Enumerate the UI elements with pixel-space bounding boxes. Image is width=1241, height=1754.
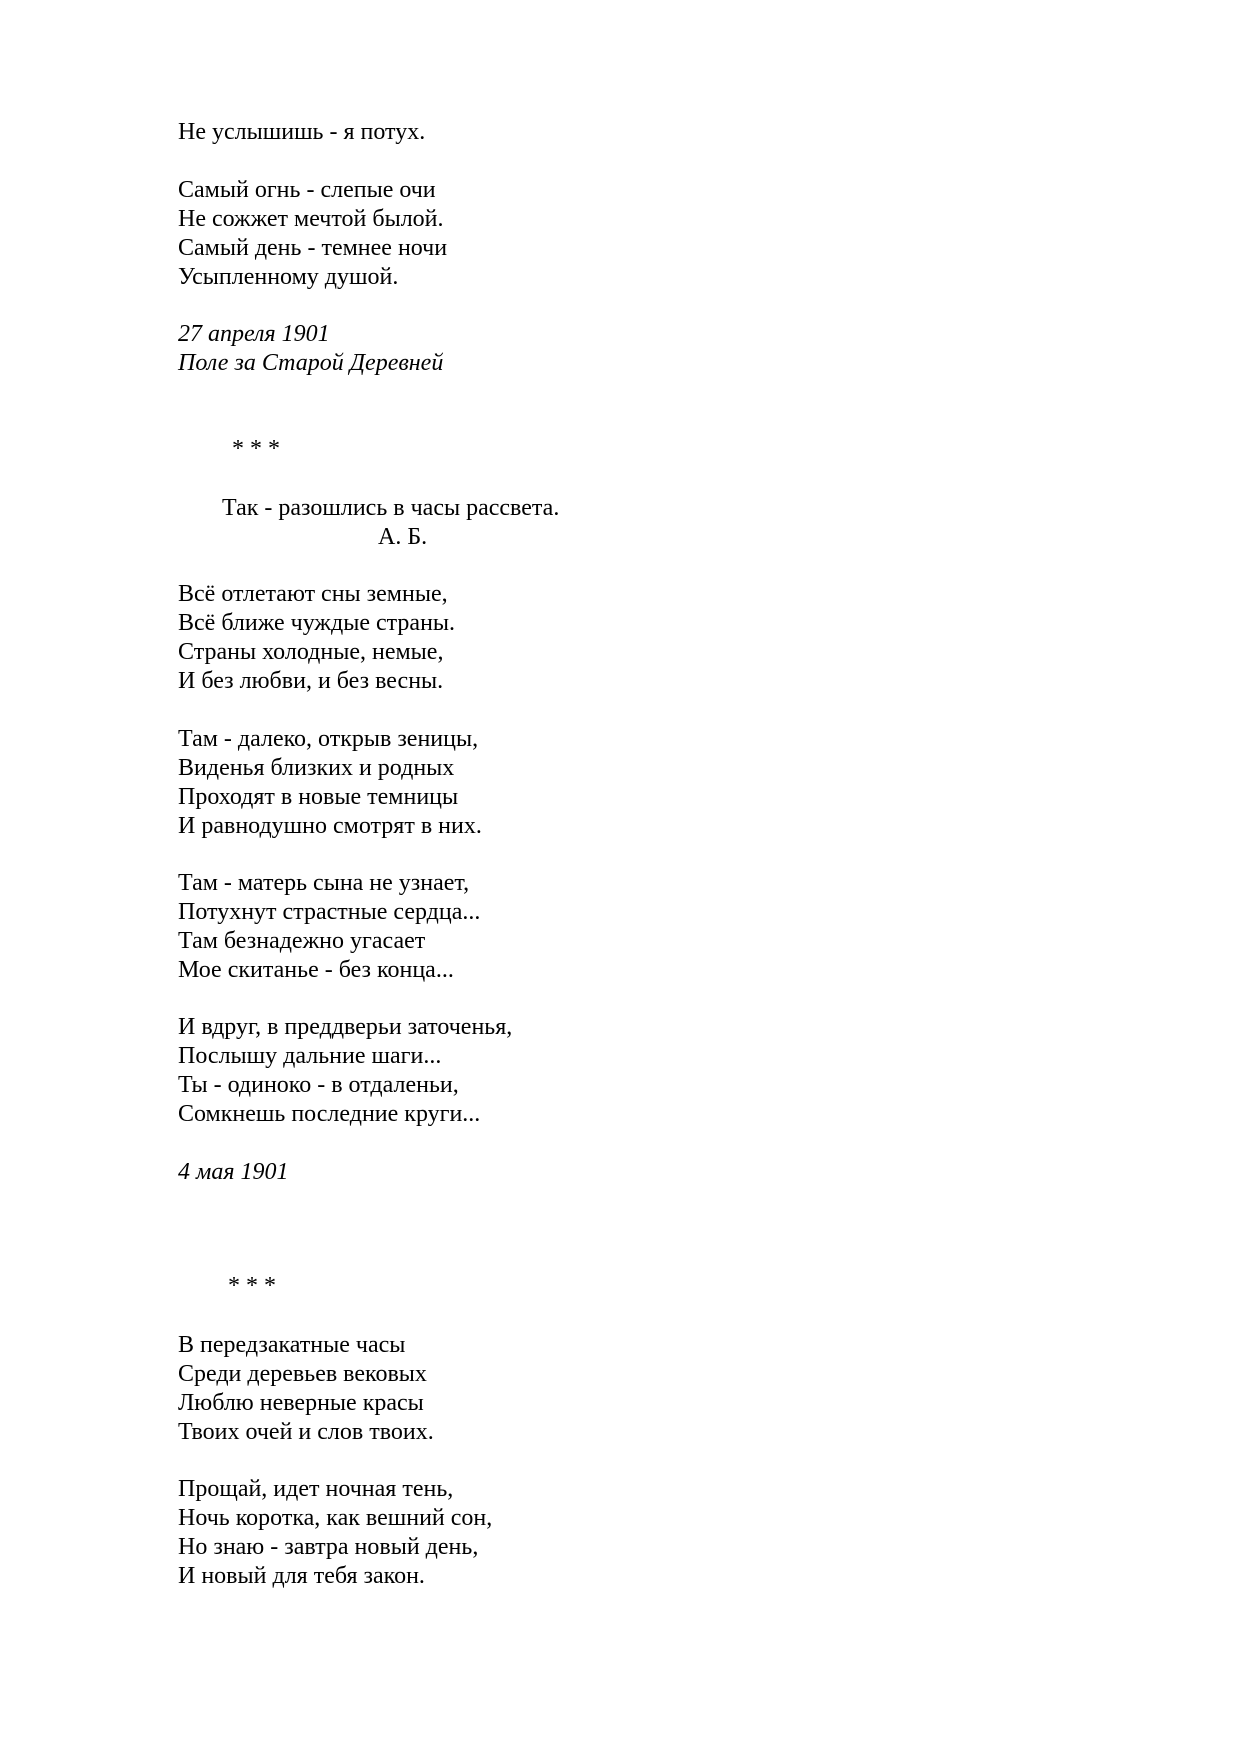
poem-date: 4 мая 1901 bbox=[178, 1159, 289, 1185]
verse-line: Усыпленному душой. bbox=[178, 264, 399, 290]
verse-line: И без любви, и без весны. bbox=[178, 668, 444, 694]
verse-line: Всё отлетают сны земные, bbox=[178, 581, 448, 607]
verse-line: Прощай, идет ночная тень, bbox=[178, 1476, 454, 1502]
section-separator: * * * bbox=[228, 1273, 276, 1299]
verse-line: Мое скитанье - без конца... bbox=[178, 957, 454, 983]
section-separator: * * * bbox=[232, 436, 280, 462]
verse-line: И вдруг, в преддверьи заточенья, bbox=[178, 1014, 513, 1040]
verse-line: Ночь коротка, как вешний сон, bbox=[178, 1505, 493, 1531]
verse-line: Твоих очей и слов твоих. bbox=[178, 1419, 434, 1445]
verse-line: Не услышишь - я потух. bbox=[178, 119, 426, 145]
verse-line: И равнодушно смотрят в них. bbox=[178, 813, 482, 839]
verse-line: Всё ближе чуждые страны. bbox=[178, 610, 456, 636]
verse-line: Там - матерь сына не узнает, bbox=[178, 870, 470, 896]
verse-line: Страны холодные, немые, bbox=[178, 639, 444, 665]
epigraph-author: А. Б. bbox=[378, 524, 428, 550]
epigraph: Так - разошлись в часы рассвета. bbox=[222, 495, 560, 521]
poem-date: 27 апреля 1901 bbox=[178, 321, 330, 347]
verse-line: Виденья близких и родных bbox=[178, 755, 455, 781]
verse-line: Но знаю - завтра новый день, bbox=[178, 1534, 479, 1560]
verse-line: И новый для тебя закон. bbox=[178, 1563, 425, 1589]
verse-line: Ты - одиноко - в отдаленьи, bbox=[178, 1072, 459, 1098]
verse-line: Там - далеко, открыв зеницы, bbox=[178, 726, 479, 752]
verse-line: Самый день - темнее ночи bbox=[178, 235, 448, 261]
verse-line: Проходят в новые темницы bbox=[178, 784, 459, 810]
poem-place: Поле за Старой Деревней bbox=[178, 350, 444, 376]
verse-line: Сомкнешь последние круги... bbox=[178, 1101, 481, 1127]
verse-line: Самый огнь - слепые очи bbox=[178, 177, 436, 203]
verse-line: Послышу дальние шаги... bbox=[178, 1043, 442, 1069]
verse-line: Люблю неверные красы bbox=[178, 1390, 424, 1416]
verse-line: Не сожжет мечтой былой. bbox=[178, 206, 444, 232]
verse-line: В передзакатные часы bbox=[178, 1332, 406, 1358]
verse-line: Там безнадежно угасает bbox=[178, 928, 426, 954]
verse-line: Среди деревьев вековых bbox=[178, 1361, 427, 1387]
verse-line: Потухнут страстные сердца... bbox=[178, 899, 481, 925]
